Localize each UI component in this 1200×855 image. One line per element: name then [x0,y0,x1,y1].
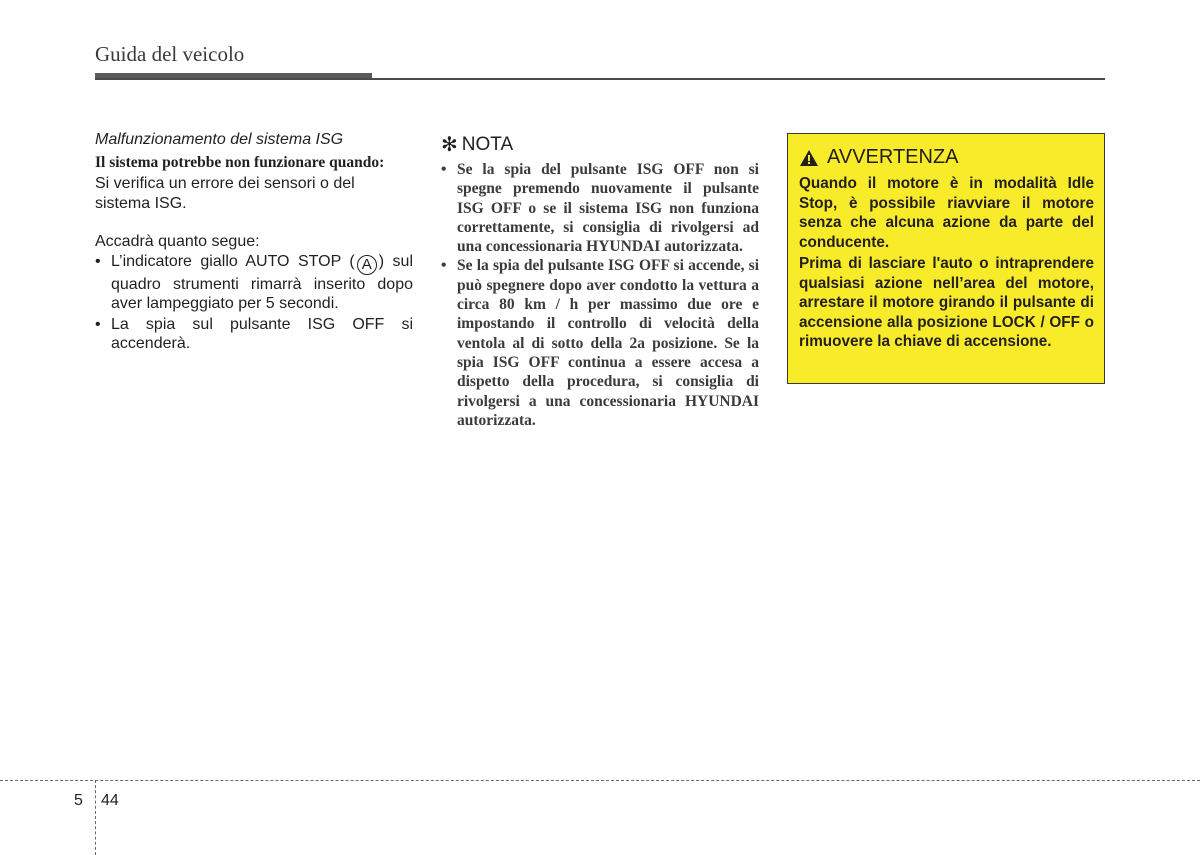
footer-vertical-dashed-line [95,780,96,855]
nota-list [441,160,759,430]
list-item: • Se la spia del pulsante ISG OFF si accende, si può spegnere dopo aver condotto la vettura a circa 80 km / h per massimo due ore e impostando il controllo di velocità della ventola al di sotto della 2a posizione. Se la spia ISG OFF continua a essere accesa a dispetto della procedura, si consiglia di rivolgersi a una concessionaria HYUNDAI autorizzata. [441,256,759,430]
warning-title: AVVERTENZA [827,146,959,168]
section-heading: Malfunzionamento del sistema ISG [95,131,344,148]
nota-heading [441,132,759,157]
result-list [95,252,413,354]
intro-text: Il sistema potrebbe non funzionare quando: [95,154,385,171]
left-column [95,131,413,355]
result-intro: Accadrà quanto segue: [95,233,260,250]
warning-paragraph: Quando il motore è in modalità Idle Stop, è possibile riavviare il motore senza che alcuna azione da parte del conducente. [799,175,1094,251]
warning-heading [799,146,1094,169]
asterisk-icon: ✻ [441,134,458,156]
list-item: • Se la spia del pulsante ISG OFF non si spegne premendo nuovamente il pulsante ISG OFF o se il sistema ISG non funziona correttamente, si consiglia di rivolgersi ad una concessionaria HYUNDAI autorizzata. [441,160,759,256]
warning-triangle-icon [799,149,819,167]
chapter-number: 5 [74,792,83,809]
page-number: 44 [101,792,119,809]
list-item: • La spia sul pulsante ISG OFF si accenderà. [95,315,413,354]
warning-paragraph: Prima di lasciare l'auto o intraprendere qualsiasi azione nell’area del motore, arrestare il motore girando il pulsante di accensione alla posizione LOCK / OFF o rimuovere la chiave di accensione. [799,255,1094,350]
cause-text: Si verifica un errore dei sensori o del sistema ISG. [95,175,355,212]
nota-title: NOTA [461,133,514,155]
nota-column [441,132,759,430]
auto-stop-icon: A [357,255,377,275]
header-rule-thin [95,78,1105,80]
page-header-title: Guida del veicolo [95,42,245,66]
footer-dashed-line [0,780,1200,781]
bullet1-text-a: L’indicatore giallo AUTO STOP ( [111,252,355,270]
list-item [95,252,413,314]
bullet1-text-b: ) sul quadro strumenti rimarrà inserito dopo aver lampeggiato per 5 secondi. [111,252,413,312]
warning-box [787,133,1105,384]
